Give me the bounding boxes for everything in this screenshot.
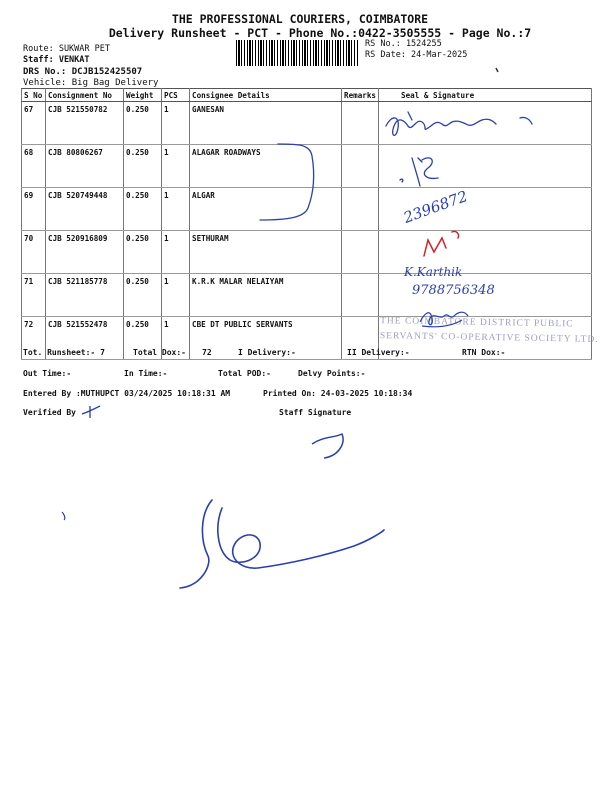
- col-header-consignment: Consignment No: [46, 89, 124, 102]
- cell-pcs: 1: [162, 274, 190, 317]
- handwritten-phone-row71: 9788756348: [412, 283, 495, 298]
- printed-on: Printed On: 24-03-2025 10:18:34: [263, 389, 413, 398]
- tot-runsheet: Tot. Runsheet:- 7: [23, 348, 105, 357]
- verified-by: Verified By: [23, 408, 76, 417]
- delvy-points: Delvy Points:-: [298, 369, 366, 378]
- total-dox-value: 72: [202, 348, 212, 357]
- cell-consignment: CJB 520749448: [46, 188, 124, 231]
- col-header-remarks: Remarks: [342, 89, 379, 102]
- cell-consignee: ALGAR: [190, 188, 342, 231]
- cell-consignment: CJB 80806267: [46, 145, 124, 188]
- col-header-pcs: PCS: [162, 89, 190, 102]
- cell-pcs: 1: [162, 145, 190, 188]
- cell-consignment: CJB 521550782: [46, 102, 124, 145]
- out-time: Out Time:-: [23, 369, 72, 378]
- stamp-line-2: SERVANTS' CO-OPERATIVE SOCIETY LTD.: [379, 331, 599, 345]
- signature-row67: [386, 118, 496, 135]
- cell-sno: 70: [22, 231, 46, 274]
- cell-sno: 69: [22, 188, 46, 231]
- cell-pcs: 1: [162, 188, 190, 231]
- stamp-line-1: THE COIMBATORE DISTRICT PUBLIC: [380, 316, 574, 330]
- large-signature: [180, 500, 384, 588]
- ii-delivery: II Delivery:-: [347, 348, 410, 357]
- cell-consignment: CJB 521552478: [46, 317, 124, 360]
- route-label: Route: SUKWAR PET: [23, 44, 110, 54]
- handwritten-name-row71: K.Karthik: [404, 265, 463, 279]
- drs-number: DRS No.: DCJB152425507: [23, 67, 143, 77]
- col-header-signature: Seal & Signature: [379, 89, 592, 102]
- staff-label: Staff: VENKAT: [23, 55, 90, 65]
- cell-pcs: 1: [162, 231, 190, 274]
- staff-signature-label: Staff Signature: [279, 408, 352, 417]
- cell-consignee: ALAGAR ROADWAYS: [190, 145, 342, 188]
- cell-consignee: SETHURAM: [190, 231, 342, 274]
- check-mark-row70: [424, 231, 459, 256]
- cell-consignment: CJB 521185778: [46, 274, 124, 317]
- cell-weight: 0.250: [124, 145, 162, 188]
- cell-weight: 0.250: [124, 102, 162, 145]
- signature-row72: [420, 312, 468, 327]
- cell-weight: 0.250: [124, 231, 162, 274]
- i-delivery: I Delivery:-: [238, 348, 296, 357]
- cell-consignee: CBE DT PUBLIC SERVANTS: [190, 317, 342, 360]
- rtn-dox: RTN Dox:-: [462, 348, 506, 357]
- handwritten-number: 2396872: [401, 187, 470, 227]
- runsheet-subtitle: Delivery Runsheet - PCT - Phone No.:0422-3505555 - Page No.:7: [108, 26, 532, 40]
- cell-weight: 0.250: [124, 274, 162, 317]
- cell-pcs: 1: [162, 102, 190, 145]
- cell-sno: 67: [22, 102, 46, 145]
- cell-consignment: CJB 520916809: [46, 231, 124, 274]
- col-header-weight: Weight: [124, 89, 162, 102]
- in-time: In Time:-: [124, 369, 168, 378]
- rs-date: RS Date: 24-Mar-2025: [365, 50, 468, 60]
- total-dox-label: Total Dox:-: [133, 348, 186, 357]
- staff-signature: [312, 434, 343, 458]
- cell-consignee: K.R.K MALAR NELAIYAM: [190, 274, 342, 317]
- cell-sno: 72: [22, 317, 46, 360]
- verified-tick: [82, 406, 100, 418]
- signature-row68: [400, 158, 438, 186]
- cell-pcs: 1: [162, 317, 190, 360]
- cell-weight: 0.250: [124, 188, 162, 231]
- company-title: THE PROFESSIONAL COURIERS, COIMBATORE: [171, 12, 429, 26]
- cell-weight: 0.250: [124, 317, 162, 360]
- cell-consignee: GANESAN: [190, 102, 342, 145]
- cell-sno: 68: [22, 145, 46, 188]
- cell-sno: 71: [22, 274, 46, 317]
- total-pod: Total POD:-: [218, 369, 271, 378]
- rs-number: RS No.: 1524255: [365, 39, 442, 49]
- bracket-mark: [260, 144, 314, 220]
- col-header-consignee: Consignee Details: [190, 89, 342, 102]
- vehicle-label: Vehicle: Big Bag Delivery: [23, 78, 159, 88]
- col-header-sno: S No: [22, 89, 46, 102]
- entered-by: Entered By :MUTHUPCT 03/24/2025 10:18:31 AM: [23, 389, 231, 398]
